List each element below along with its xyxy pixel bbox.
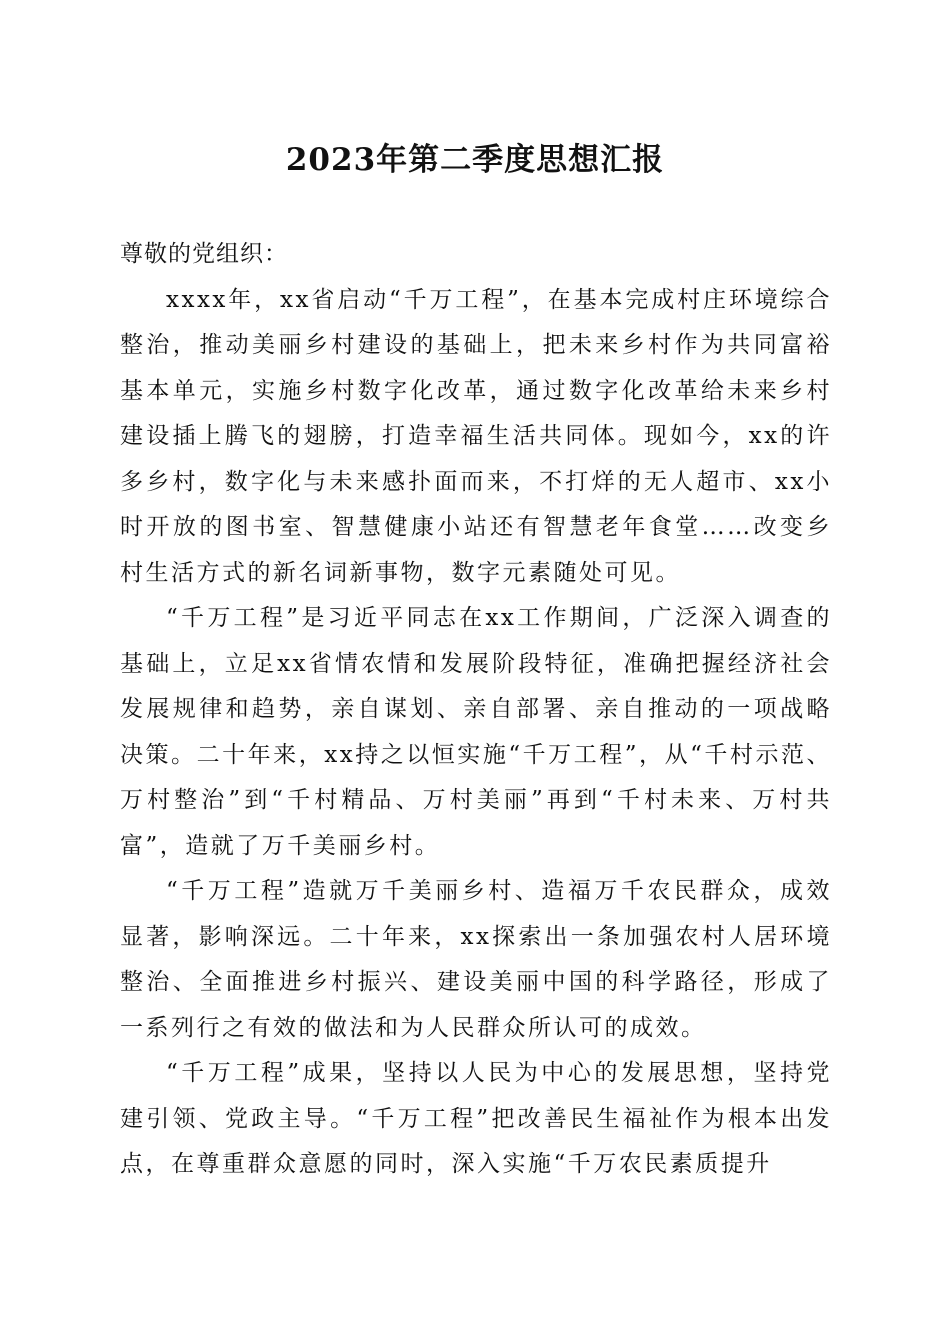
- paragraph-1: xxxx年，xx省启动“千万工程”，在基本完成村庄环境综合整治，推动美丽乡村建设的基础上，把未来乡村作为共同富裕基本单元，实施乡村数字化改革，通过数字化改革给未来乡村建设插上腾飞的翅膀，打造幸福生活共同体。现如今，xx的许多乡村，数字化与未来感扑面而来，不打烊的无人超市、xx小时开放的图书室、智慧健康小站还有智慧老年食堂……改变乡村生活方式的新名词新事物，数字元素随处可见。: [120, 286, 832, 586]
- paragraph-2: “千万工程”是习近平同志在xx工作期间，广泛深入调查的基础上，立足xx省情农情和发展阶段特征，准确把握经济社会发展规律和趋势，亲自谋划、亲自部署、亲自推动的一项战略决策。二十年来，xx持之以恒实施“千万工程”，从“千村示范、万村整治”到“千村精品、万村美丽”再到“千村未来、万村共富”，造就了万千美丽乡村。: [120, 605, 832, 859]
- salutation: 尊敬的党组织：: [120, 241, 288, 267]
- document-body: [120, 232, 832, 1188]
- paragraph-3: “千万工程”造就万千美丽乡村、造福万千农民群众，成效显著，影响深远。二十年来，xx探索出一条加强农村人居环境整治、全面推进乡村振兴、建设美丽中国的科学路径，形成了一系列行之有效的做法和为人民群众所认可的成效。: [120, 878, 832, 1041]
- paragraph-4: “千万工程”成果，坚持以人民为中心的发展思想，坚持党建引领、党政主导。“千万工程”把改善民生福祉作为根本出发点，在尊重群众意愿的同时，深入实施“千万农民素质提升: [120, 1060, 832, 1177]
- document-title: 2023年第二季度思想汇报: [285, 142, 665, 178]
